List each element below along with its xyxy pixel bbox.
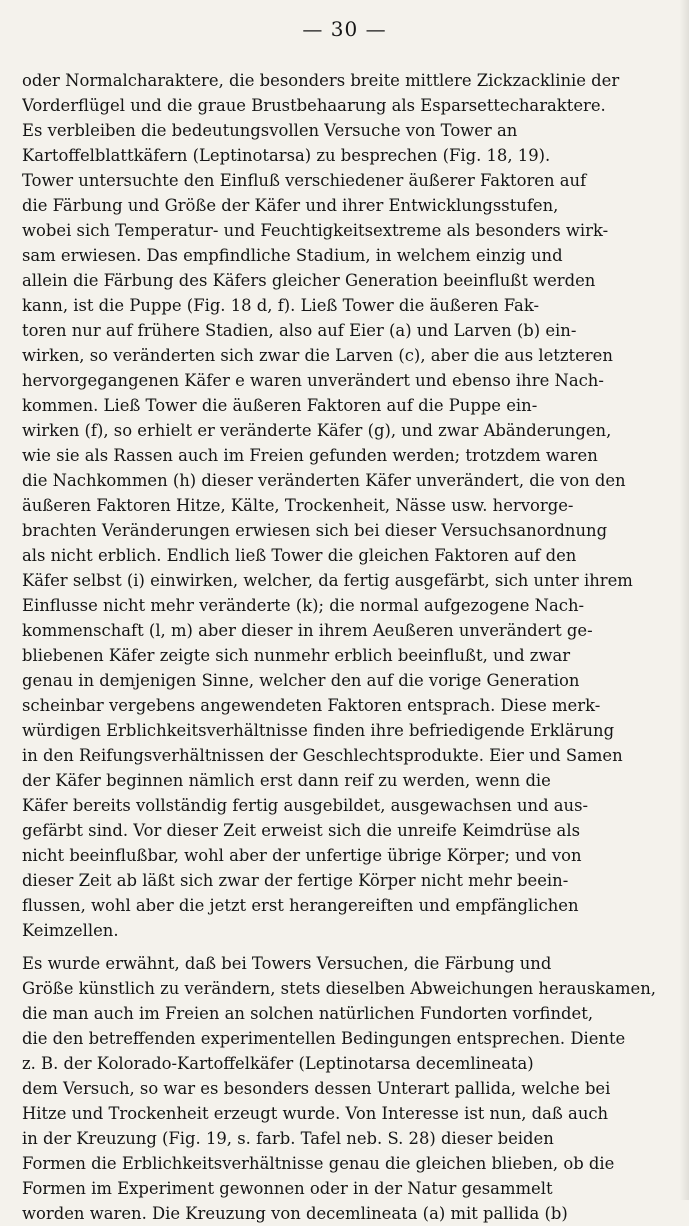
text-line: in der Kreuzung (Fig. 19, s. farb. Tafel neb. S. 28) dieser beiden [22,1129,554,1148]
text-line: äußeren Faktoren Hitze, Kälte, Trockenheit, Nässe usw. hervorge- [22,496,574,515]
text-line: oder Normalcharaktere, die besonders breite mittlere Zickzacklinie der [22,71,620,90]
text-line: Keimzellen. [22,921,119,940]
text-line: die den betreffenden experimentellen Bedingungen entsprechen. Diente [22,1029,626,1048]
page-edge-shadow [679,0,689,1200]
paragraph-gap [22,943,667,951]
text-line: z. B. der Kolorado-Kartoffelkäfer (Leptinotarsa decemlineata) [22,1054,534,1073]
text-line: Tower untersuchte den Einfluß verschiedener äußerer Faktoren auf [22,171,587,190]
text-line: Formen im Experiment gewonnen oder in der Natur gesammelt [22,1179,553,1198]
text-line: wie sie als Rassen auch im Freien gefunden werden; trotzdem waren [22,446,598,465]
text-line: flussen, wohl aber die jetzt erst herangereiften und empfänglichen [22,896,579,915]
text-line: als nicht erblich. Endlich ließ Tower die gleichen Faktoren auf den [22,546,577,565]
text-line: Formen die Erblichkeitsverhältnisse genau die gleichen blieben, ob die [22,1154,615,1173]
paragraph-1 [22,68,667,943]
text-line: würdigen Erblichkeitsverhältnisse finden ihre befriedigende Erklärung [22,721,615,740]
text-line: Käfer selbst (i) einwirken, welcher, da fertig ausgefärbt, sich unter ihrem [22,571,633,590]
text-line: dieser Zeit ab läßt sich zwar der fertige Körper nicht mehr beein- [22,871,569,890]
text-line: Hitze und Trockenheit erzeugt wurde. Von Interesse ist nun, daß auch [22,1104,609,1123]
text-line: die Nachkommen (h) dieser veränderten Käfer unverändert, die von den [22,471,626,490]
page-number: — 30 — [302,17,387,41]
text-line: allein die Färbung des Käfers gleicher Generation beeinflußt werden [22,271,596,290]
text-line: Einflusse nicht mehr veränderte (k); die normal aufgezogene Nach- [22,596,585,615]
text-line: kommen. Ließ Tower die äußeren Faktoren auf die Puppe ein- [22,396,538,415]
text-line: hervorgegangenen Käfer e waren unverändert und ebenso ihre Nach- [22,371,604,390]
text-line: Käfer bereits vollständig fertig ausgebildet, ausgewachsen und aus- [22,796,589,815]
paragraph-2 [22,951,667,1226]
text-line: wirken (f), so erhielt er veränderte Käfer (g), und zwar Abänderungen, [22,421,612,440]
text-line: die man auch im Freien an solchen natürlichen Fundorten vorfindet, [22,1004,594,1023]
text-line: Es verbleiben die bedeutungsvollen Versuche von Tower an [22,121,518,140]
text-line: sam erwiesen. Das empfindliche Stadium, in welchem einzig und [22,246,563,265]
text-line: worden waren. Die Kreuzung von decemlineata (a) mit pallida (b) [22,1204,568,1223]
text-line: scheinbar vergebens angewendeten Faktoren entsprach. Diese merk- [22,696,601,715]
text-line: dem Versuch, so war es besonders dessen Unterart pallida, welche bei [22,1079,611,1098]
text-line: bliebenen Käfer zeigte sich nunmehr erblich beeinflußt, und zwar [22,646,571,665]
text-line: in den Reifungsverhältnissen der Geschlechtsprodukte. Eier und Samen [22,746,623,765]
text-line: der Käfer beginnen nämlich erst dann reif zu werden, wenn die [22,771,551,790]
text-line: kann, ist die Puppe (Fig. 18 d, f). Ließ Tower die äußeren Fak- [22,296,540,315]
text-line: Kartoffelblattkäfern (Leptinotarsa) zu besprechen (Fig. 18, 19). [22,146,551,165]
text-line: brachten Veränderungen erwiesen sich bei dieser Versuchsanordnung [22,521,608,540]
text-line: wobei sich Temperatur- und Feuchtigkeitsextreme als besonders wirk- [22,221,609,240]
text-line: Größe künstlich zu verändern, stets dieselben Abweichungen herauskamen, [22,979,656,998]
text-line: nicht beeinflußbar, wohl aber der unfertige übrige Körper; und von [22,846,582,865]
text-line: die Färbung und Größe der Käfer und ihrer Entwicklungsstufen, [22,196,559,215]
text-line: toren nur auf frühere Stadien, also auf Eier (a) und Larven (b) ein- [22,321,577,340]
text-line: kommenschaft (l, m) aber dieser in ihrem Aeußeren unverändert ge- [22,621,593,640]
text-line: wirken, so veränderten sich zwar die Larven (c), aber die aus letzteren [22,346,613,365]
text-line: gefärbt sind. Vor dieser Zeit erweist sich die unreife Keimdrüse als [22,821,580,840]
text-line: genau in demjenigen Sinne, welcher den auf die vorige Generation [22,671,580,690]
text-line: Vorderflügel und die graue Brustbehaarung als Esparsettecharaktere. [22,96,606,115]
text-line: Es wurde erwähnt, daß bei Towers Versuchen, die Färbung und [22,954,552,973]
